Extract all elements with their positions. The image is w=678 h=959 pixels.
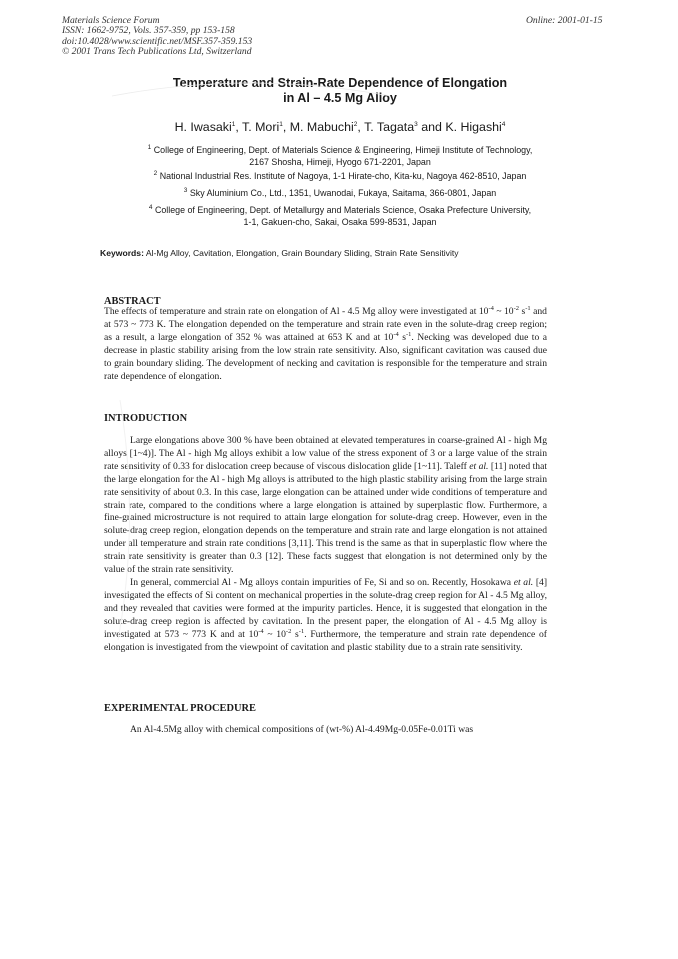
text-run: Large elongations above 300 % have been obtained at elevated temperatures in coarse-grained Al - high Mg alloys [1~4)]. The Al - high Mg alloys exhibit a low value of the stress exponent of 3 or a large value of the strain rate sensitivity of 0.33 for dislocation creep because of viscous dislocation glide [1~11]. Taleff <box>104 435 547 472</box>
keywords-text: Al-Mg Alloy, Cavitation, Elongation, Grain Boundary Sliding, Strain Rate Sensitivity <box>145 248 459 258</box>
affiliation-1 <box>95 144 585 168</box>
affiliation-line: Sky Aluminium Co., Ltd., 1351, Uwanodai, Fukaya, Saitama, 366-0801, Japan <box>189 188 497 198</box>
affiliation-line: College of Engineering, Dept. of Metallurgy and Materials Science, Osaka Prefecture University, <box>154 205 532 215</box>
exponent: -1 <box>298 627 305 635</box>
author-affiliation-mark: 4 <box>501 120 506 128</box>
exponent: -4 <box>393 330 399 338</box>
copyright-line: © 2001 Trans Tech Publications Ltd, Switzerland <box>62 46 252 58</box>
experimental-heading: EXPERIMENTAL PROCEDURE <box>104 703 256 714</box>
abstract-paragraph <box>104 306 547 383</box>
doi-line[interactable]: doi:10.4028/www.scientific.net/MSF.357-359.153 <box>62 35 253 47</box>
text-run: [11] noted that the large elongation for the Al - high Mg alloys is attributed to the high plastic stability arising from the large strain rate sensitivity of about 0.3. In this case, large elongation can be attained under wide conditions of temperature and strain rate, compared to the conditions where a large elongation is attained by superplastic flow. Furthermore, a fine-grained microstructure is not required to attain large elongation for solute-drag creep. However, even in the solute-drag creep region, elongation depends on the temperature and strain rate and large elongation is not attained under all temperature and strain rate conditions [3,11]. This trend is the same as that in superplastic flow where the strain rate sensitivity is greater than 0.3 [12]. These facts suggest that elongation is not determined only by the value of the strain rate sensitivity. <box>104 460 547 576</box>
author-separator: , <box>282 120 290 134</box>
author-name: K. Higashi <box>445 120 502 134</box>
author-separator: and <box>417 120 446 134</box>
exponent: -1 <box>525 304 531 312</box>
affiliation-number: 3 <box>183 187 188 195</box>
author-affiliation-mark: 1 <box>231 120 236 128</box>
affiliation-number: 2 <box>153 170 158 178</box>
keywords-label: Keywords: <box>100 248 144 258</box>
affiliation-4 <box>95 204 585 228</box>
author-name: T. Tagata <box>364 120 415 134</box>
author-name: T. Mori <box>242 120 280 134</box>
author-affiliation-mark: 1 <box>279 120 283 128</box>
text-run: ~ 10 <box>493 306 514 317</box>
affiliation-line: 1-1, Gakuen-cho, Sakai, Osaka 599-8531, Japan <box>243 217 437 227</box>
introduction-paragraph-2 <box>104 577 547 654</box>
author-name: H. Iwasaki <box>174 120 232 134</box>
experimental-paragraph: An Al-4.5Mg alloy with chemical compositions of (wt-%) Al-4.49Mg-0.05Fe-0.01Ti was <box>130 724 474 735</box>
text-run: s <box>291 628 299 640</box>
title-line-1: Temperature and Strain-Rate Dependence of Elongation <box>172 76 508 90</box>
text-run: ~ 10 <box>263 628 286 640</box>
text-run: et al. <box>469 460 489 472</box>
introduction-body <box>104 435 547 654</box>
author-name: M. Mabuchi <box>289 120 354 134</box>
text-run: In general, commercial Al - Mg alloys contain impurities of Fe, Si and so on. Recently, Hosokawa <box>130 576 514 588</box>
text-run: and at 573 ~ 773 K. The elongation depended on the temperature and strain rate even in the solute-drag creep region; as a result, a large elongation of 352 % was attained at 653 K and at 10 <box>104 306 547 343</box>
exponent: -1 <box>405 330 412 338</box>
exponent: -4 <box>258 627 264 635</box>
affiliation-3 <box>95 187 585 199</box>
affiliation-line: National Industrial Res. Institute of Nagoya, 1-1 Hirate-cho, Kita-ku, Nagoya 462-8510, Japan <box>159 171 527 181</box>
author-list <box>100 120 580 134</box>
journal-name: Materials Science Forum <box>62 15 160 26</box>
experimental-body <box>104 724 547 737</box>
text-run: . Furthermore, the temperature and strain rate dependence of elongation is investigated from the viewpoint of cavitation and plastic stability due to a strain rate sensitivity. <box>104 628 547 653</box>
introduction-heading: INTRODUCTION <box>104 413 188 424</box>
author-separator: , <box>235 120 243 134</box>
text-run: . Necking was developed due to a decrease in plastic stability arising from the low strain rate sensitivity. Also, significant cavitation was caused due to grain boundary sliding. The development of necking and cavitation is responsible for the temperature and strain rate dependence of elongation. <box>104 331 547 382</box>
affiliation-number: 4 <box>148 204 153 212</box>
exponent: -2 <box>285 627 292 635</box>
text-run: The effects of temperature and strain rate on elongation of Al - 4.5 Mg alloy were investigated at 10 <box>104 306 489 317</box>
text-run: [4] investigated the effects of Si content on mechanical properties in the solute-drag creep region for Al - 4.5 Mg alloy, and they revealed that cavities were formed at the impurity particles. Hence, it is suggested that elongation in the solute-drag creep region is affected by cavitation. In the present paper, the elongation of Al - 4.5 Mg alloy is investigated at 573 ~ 773 K and at 10 <box>104 576 548 640</box>
journal-header <box>62 16 252 58</box>
text-run: s <box>519 306 526 317</box>
exponent: -2 <box>513 304 520 312</box>
affiliation-line: 2167 Shosha, Himeji, Hyogo 671-2201, Japan <box>249 157 431 167</box>
affiliation-number: 1 <box>147 144 152 152</box>
online-date: Online: 2001-01-15 <box>526 15 603 26</box>
abstract-body <box>104 306 547 383</box>
exponent: -4 <box>488 304 494 312</box>
author-affiliation-mark: 3 <box>414 120 418 128</box>
keywords-line <box>100 248 590 258</box>
paper-title <box>100 76 580 106</box>
introduction-paragraph-1 <box>104 435 547 577</box>
affiliation-2 <box>95 170 585 182</box>
author-affiliation-mark: 2 <box>353 120 358 128</box>
affiliation-line: College of Engineering, Dept. of Materials Science & Engineering, Himeji Institute of Technology, <box>153 145 533 155</box>
title-line-2: in Al – 4.5 Mg Alloy <box>283 91 397 105</box>
abstract-heading: ABSTRACT <box>104 296 161 307</box>
text-run: et al. <box>513 576 534 588</box>
text-run: s <box>398 331 406 343</box>
issn-line: ISSN: 1662-9752, Vols. 357-359, pp 153-158 <box>62 25 235 37</box>
author-separator: , <box>357 120 365 134</box>
